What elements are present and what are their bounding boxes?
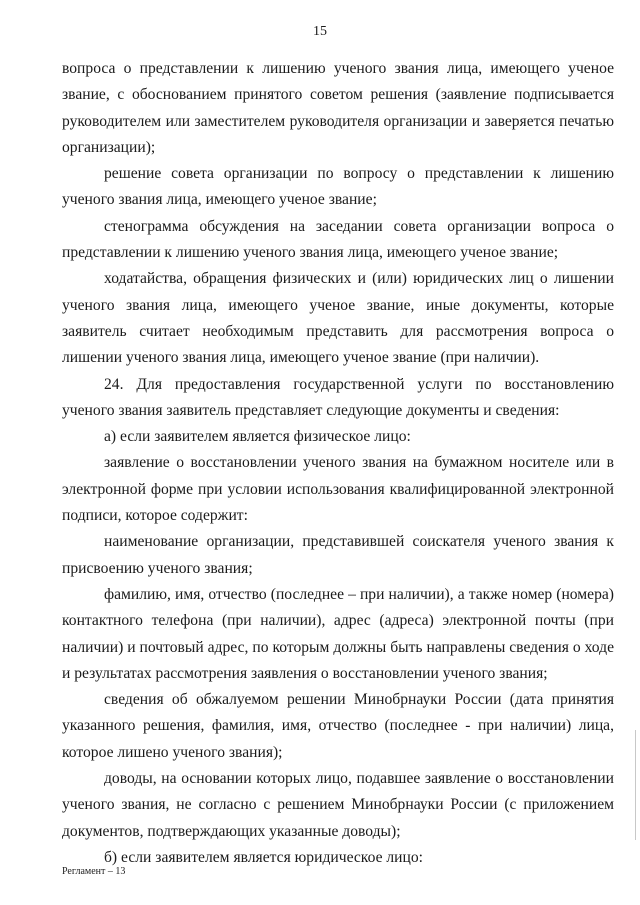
paragraph: заявление о восстановлении ученого звания на бумажном носителе или в электронной форме при условии использования квалифицированной электронной подписи, которое содержит:: [62, 454, 614, 525]
paragraph: б) если заявителем является юридическое лицо:: [104, 848, 423, 866]
paragraph: вопроса о представлении к лишению ученого звания лица, имеющего ученое звание, с обоснованием принятого советом решения (заявление подписывается руководителем или заместителем руководителя организации и заверяется печатью организации);: [62, 60, 614, 156]
footer-label: Регламент – 13: [62, 866, 126, 877]
paragraph: сведения об обжалуемом решении Минобрнауки России (дата принятия указанного решения, фамилия, имя, отчество (последнее - при наличии) лица, которое лишено ученого звания);: [62, 691, 614, 761]
paragraph: фамилию, имя, отчество (последнее – при наличии), а также номер (номера) контактного телефона (при наличии), адрес (адреса) электронной почты (при наличии) и почтовый адрес, по которым должны быть направлены сведения о ходе и результатах рассмотрения заявления о восстановлении ученого звания;: [62, 585, 614, 682]
page-number: 15: [313, 24, 327, 39]
document-body: [62, 56, 614, 871]
scan-edge-line: [635, 730, 636, 840]
paragraph: доводы, на основании которых лицо, подавшее заявление о восстановлении ученого звания, не согласно с решением Минобрнауки России (с приложением документов, подтверждающих указанные доводы);: [62, 770, 614, 840]
paragraph: ходатайства, обращения физических и (или) юридических лиц о лишении ученого звания лица, имеющего ученое звание, иные документы, которые заявитель считает необходимым представить для рассмотрения вопроса о лишении ученого звания лица, имеющего ученое звание (при наличии).: [62, 270, 614, 367]
paragraph: стенограмма обсуждения на заседании совета организации вопроса о представлении к лишению ученого звания лица, имеющего ученое звание;: [62, 217, 614, 262]
paragraph: а) если заявителем является физическое лицо:: [104, 428, 411, 446]
paragraph: 24. Для предоставления государственной услуги по восстановлению ученого звания заявитель представляет следующие документы и сведения:: [62, 375, 614, 419]
paragraph: наименование организации, представившей соискателя ученого звания к присвоению ученого звания;: [62, 533, 614, 577]
paragraph: решение совета организации по вопросу о представлении к лишению ученого звания лица, имеющего ученое звание;: [62, 165, 614, 209]
